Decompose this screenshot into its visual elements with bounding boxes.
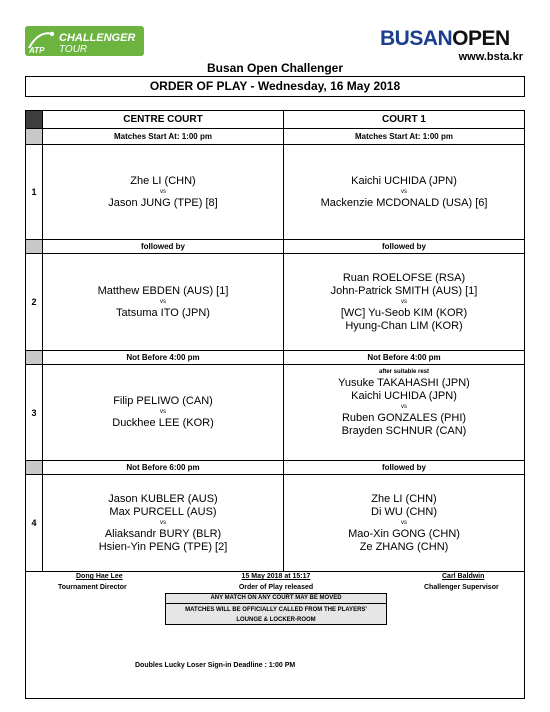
start-time-centre-1: Matches Start At: 1:00 pm <box>43 129 284 145</box>
player: Jason JUNG (TPE) [8] <box>108 196 218 209</box>
player: Duckhee LEE (KOR) <box>112 417 214 429</box>
bsta-url: www.bsta.kr <box>458 51 523 63</box>
player: Mao-Xin GONG (CHN) <box>348 527 460 540</box>
vs-label: vs <box>160 519 166 526</box>
start-time-court1-4: followed by <box>284 461 524 475</box>
notice-called-line2: LOUNGE & LOCKER-ROOM <box>236 617 316 623</box>
challenger-text: CHALLENGER <box>59 32 136 44</box>
match-centre-1 <box>43 145 284 240</box>
player: Yusuke TAKAHASHI (JPN) <box>338 377 470 389</box>
tour-text: TOUR <box>59 44 88 55</box>
player: Hyung-Chan LIM (KOR) <box>345 319 463 332</box>
match-centre-3 <box>43 365 284 461</box>
player: Brayden SCHNUR (CAN) <box>341 425 467 437</box>
player: John-Patrick SMITH (AUS) [1] <box>330 284 478 297</box>
page-title: Busan Open Challenger <box>206 61 344 75</box>
vs-label: vs <box>160 298 166 305</box>
player: Di WU (CHN) <box>371 505 437 518</box>
court-header-court1: COURT 1 <box>284 111 524 129</box>
corner-cell <box>26 111 43 129</box>
match-court1-1 <box>284 145 524 240</box>
start-time-court1-1: Matches Start At: 1:00 pm <box>284 129 524 145</box>
busan-open-wordmark <box>380 28 525 50</box>
deadline-label: Doubles Lucky Loser Sign-in Deadline : <box>135 662 267 669</box>
player: Matthew EBDEN (AUS) [1] <box>97 284 229 297</box>
player: Filip PELIWO (CAN) <box>113 395 213 407</box>
player: Kaichi UCHIDA (JPN) <box>351 390 457 402</box>
player: Tatsuma ITO (JPN) <box>116 306 210 319</box>
player: Mackenzie MCDONALD (USA) [6] <box>320 196 488 209</box>
open-word: OPEN <box>452 27 510 50</box>
notice-called-line1: MATCHES WILL BE OFFICIALLY CALLED FROM THE PLAYERS' <box>185 607 367 613</box>
start-time-centre-2: followed by <box>43 240 284 254</box>
player: Zhe LI (CHN) <box>371 492 437 505</box>
player: Aliaksandr BURY (BLR) <box>104 527 222 540</box>
player: Kaichi UCHIDA (JPN) <box>351 174 457 187</box>
start-time-court1-3: Not Before 4:00 pm <box>284 351 524 365</box>
vs-label: vs <box>160 188 166 195</box>
atp-challenger-logo <box>25 26 144 56</box>
atp-text: ATP <box>29 46 45 55</box>
match-number: 3 <box>26 365 43 461</box>
order-of-play-table <box>25 110 525 572</box>
row-spacer <box>26 351 43 365</box>
released-label: Order of Play released <box>238 584 314 591</box>
match-centre-2 <box>43 254 284 351</box>
row-spacer <box>26 461 43 475</box>
order-of-play-date: ORDER OF PLAY - Wednesday, 16 May 2018 <box>25 76 525 97</box>
rest-note: after suitable rest <box>378 369 430 375</box>
deadline-time: 1:00 PM <box>268 662 296 669</box>
supervisor-title: Challenger Supervisor <box>424 584 499 591</box>
match-number: 1 <box>26 145 43 240</box>
player: Ruben GONZALES (PHI) <box>341 412 467 424</box>
start-time-court1-2: followed by <box>284 240 524 254</box>
match-number: 2 <box>26 254 43 351</box>
deadline-row <box>135 662 295 669</box>
footer <box>25 572 525 699</box>
player: Jason KUBLER (AUS) <box>108 492 218 505</box>
director-name: Dong Hae Lee <box>76 573 123 580</box>
vs-label: vs <box>401 519 407 526</box>
match-court1-3 <box>284 365 524 461</box>
player: Max PURCELL (AUS) <box>109 505 217 518</box>
notice-called <box>165 603 387 625</box>
start-time-centre-3: Not Before 4:00 pm <box>43 351 284 365</box>
player: Ze ZHANG (CHN) <box>359 540 449 553</box>
vs-label: vs <box>401 298 407 305</box>
vs-label: vs <box>401 404 407 410</box>
director-title: Tournament Director <box>58 584 127 591</box>
vs-label: vs <box>160 409 166 415</box>
vs-label: vs <box>401 188 407 195</box>
match-number: 4 <box>26 475 43 571</box>
released-time: 15 May 2018 at 15:17 <box>241 573 311 580</box>
row-spacer <box>26 240 43 254</box>
player: Hsien-Yin PENG (TPE) [2] <box>98 540 228 553</box>
row-spacer <box>26 129 43 145</box>
player: Ruan ROELOFSE (RSA) <box>342 271 466 284</box>
player: [WC] Yu-Seob KIM (KOR) <box>340 306 468 319</box>
match-court1-4 <box>284 475 524 571</box>
notice-moved: ANY MATCH ON ANY COURT MAY BE MOVED <box>165 593 387 604</box>
match-court1-2 <box>284 254 524 351</box>
start-time-centre-4: Not Before 6:00 pm <box>43 461 284 475</box>
match-centre-4 <box>43 475 284 571</box>
busan-word: BUSAN <box>380 27 453 50</box>
court-header-centre: CENTRE COURT <box>43 111 284 129</box>
supervisor-name: Carl Baldwin <box>442 573 485 580</box>
player: Zhe LI (CHN) <box>130 174 196 187</box>
